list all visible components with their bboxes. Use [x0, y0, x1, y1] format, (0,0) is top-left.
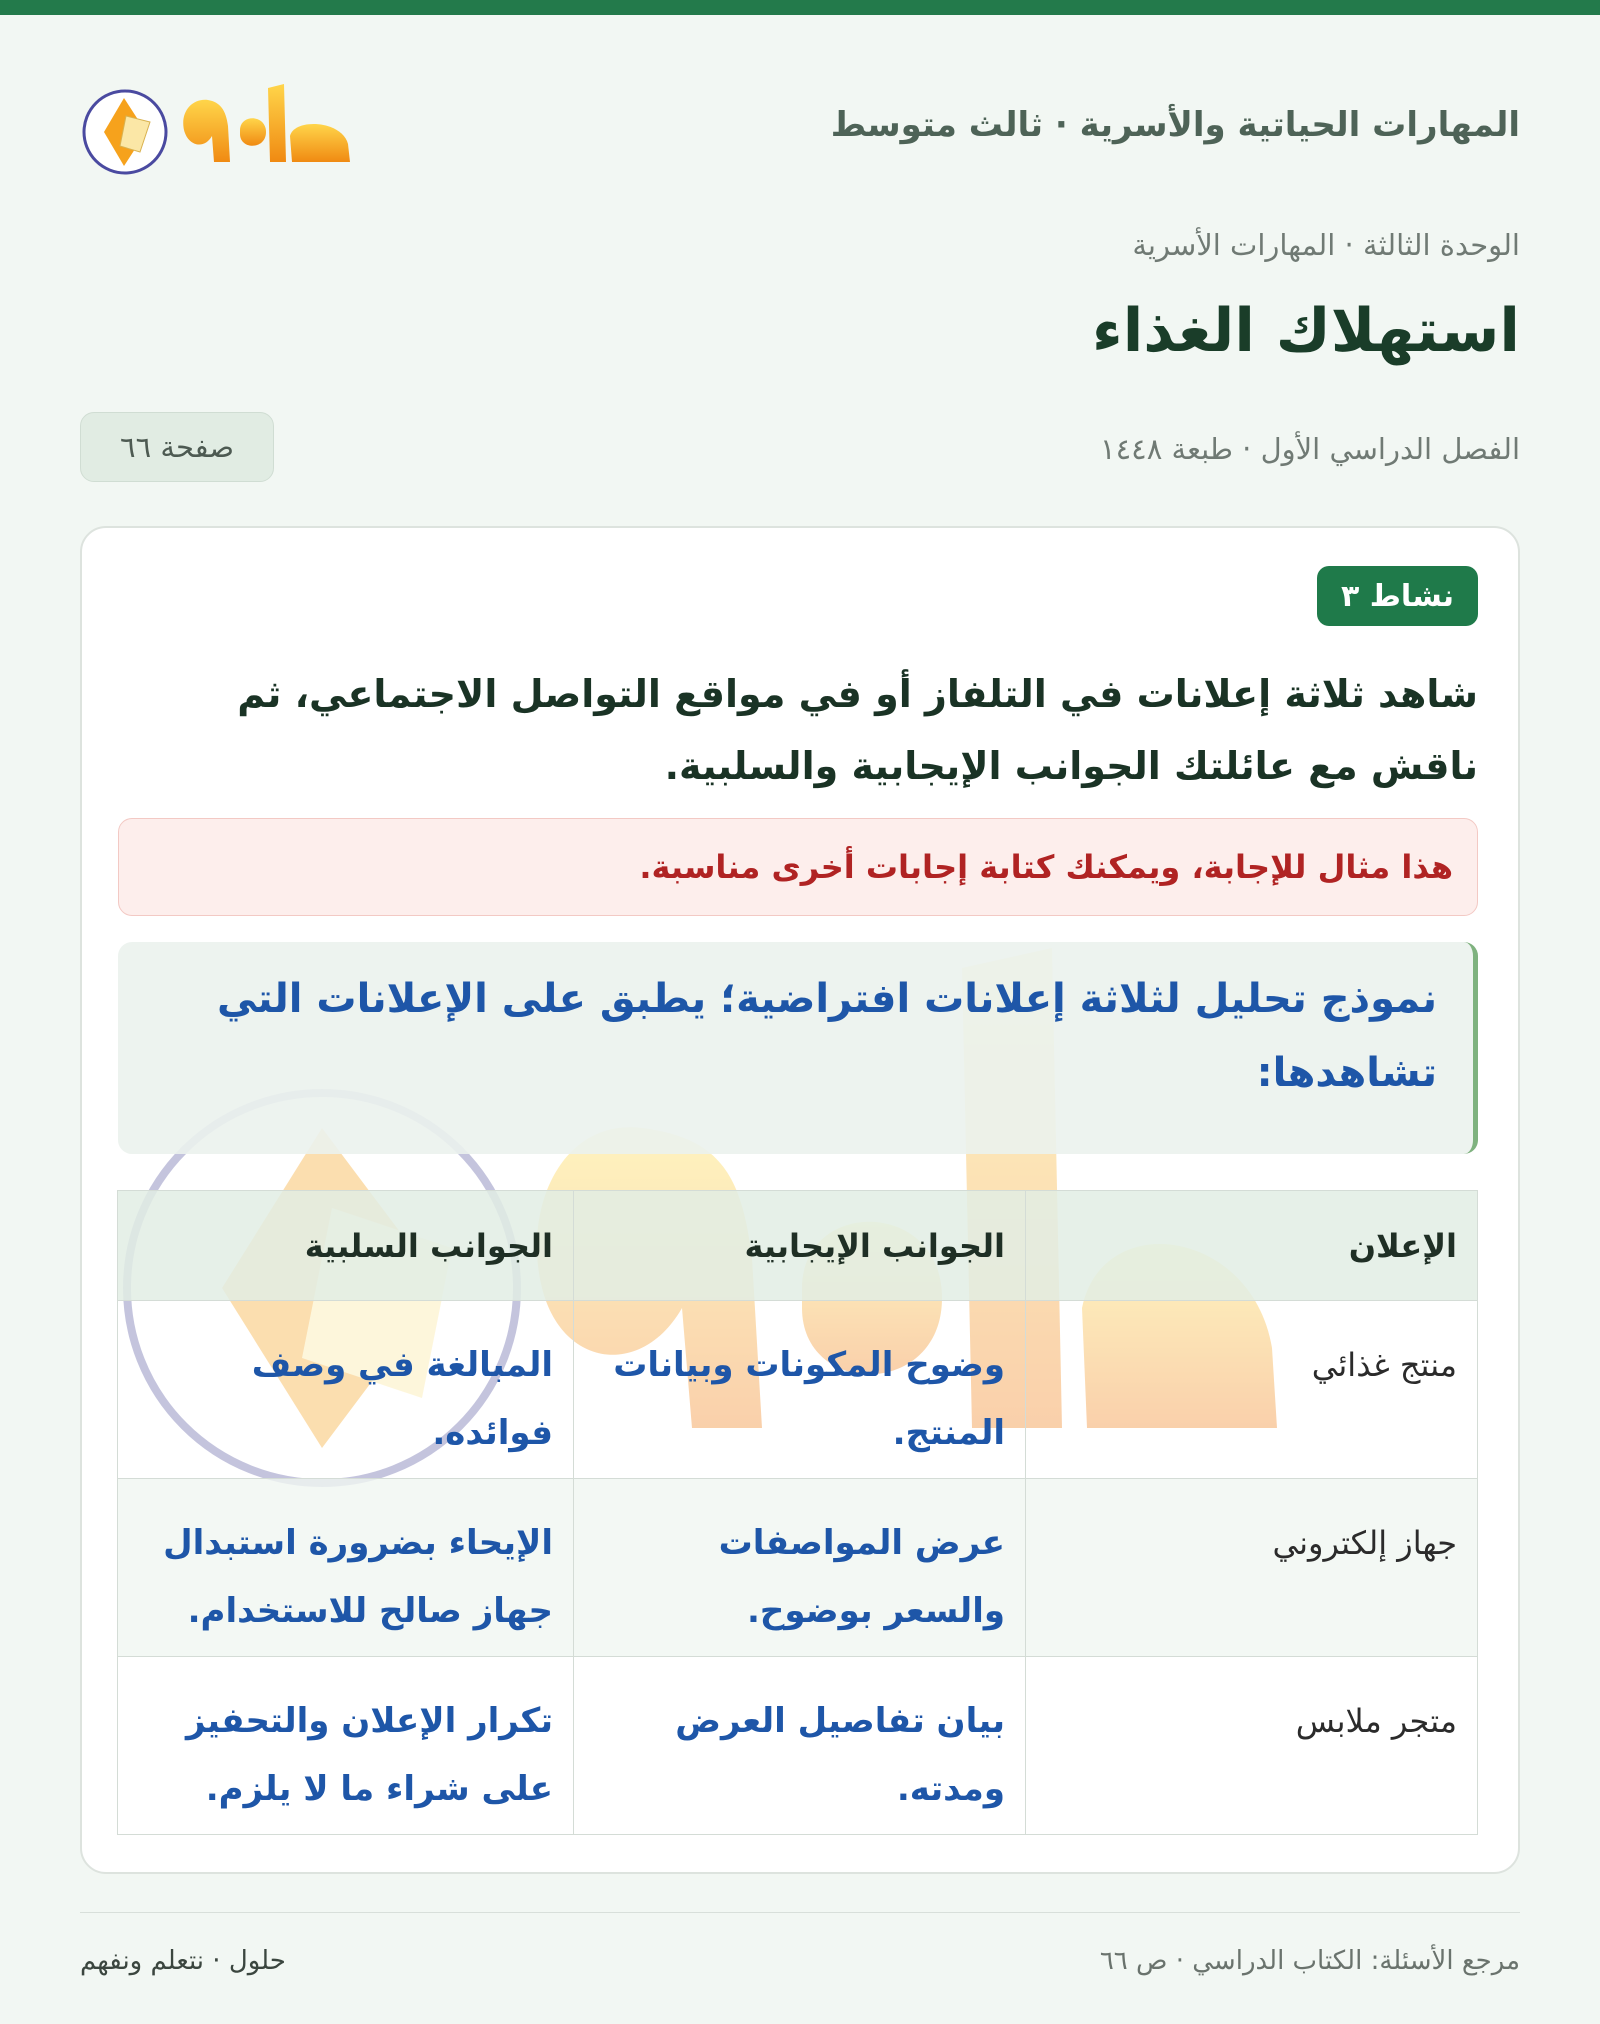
positive-cell: بيان تفاصيل العرض ومدته. — [574, 1657, 1026, 1835]
negative-cell: الإيحاء بضرورة استبدال جهاز صالح للاستخدام. — [118, 1479, 574, 1657]
footer-divider — [80, 1912, 1520, 1913]
positive-cell: عرض المواصفات والسعر بوضوح. — [574, 1479, 1026, 1657]
ad-cell: منتج غذائي — [1026, 1301, 1478, 1479]
subject-title: المهارات الحياتية والأسرية · ثالث متوسط — [830, 105, 1520, 145]
ad-cell: جهاز إلكتروني — [1026, 1479, 1478, 1657]
answers-table — [117, 1190, 1478, 1835]
table-row — [118, 1301, 1478, 1479]
top-accent-bar — [0, 0, 1600, 15]
footer-reference: مرجع الأسئلة: الكتاب الدراسي · ص ٦٦ — [1099, 1946, 1520, 1976]
column-header-positive: الجوانب الإيجابية — [574, 1191, 1026, 1301]
ad-cell: متجر ملابس — [1026, 1657, 1478, 1835]
svg-text:حلول: حلول — [80, 70, 83, 71]
table-row — [118, 1657, 1478, 1835]
negative-cell: المبالغة في وصف فوائده. — [118, 1301, 574, 1479]
footer-brand[interactable]: حلول · نتعلم ونفهم — [80, 1946, 286, 1976]
column-header-ad: الإعلان — [1026, 1191, 1478, 1301]
semester-meta: الفصل الدراسي الأول · طبعة ١٤٤٨ — [1100, 432, 1520, 466]
table-row — [118, 1479, 1478, 1657]
answer-note: هذا مثال للإجابة، ويمكنك كتابة إجابات أخرى مناسبة. — [118, 818, 1478, 916]
unit-label: الوحدة الثالثة · المهارات الأسرية — [1132, 228, 1520, 262]
negative-cell: تكرار الإعلان والتحفيز على شراء ما لا يلزم. — [118, 1657, 574, 1835]
page-title: استهلاك الغذاء — [1092, 296, 1520, 366]
page-header — [80, 70, 1520, 180]
column-header-negative: الجوانب السلبية — [118, 1191, 574, 1301]
hulul-logo-icon — [80, 70, 360, 180]
activity-question: شاهد ثلاثة إعلانات في التلفاز أو في مواقع التواصل الاجتماعي، ثم ناقش مع عائلتك الجوانب الإيجابية والسلبية. — [237, 672, 1478, 788]
model-intro: نموذج تحليل لثلاثة إعلانات افتراضية؛ يطبق على الإعلانات التي تشاهدها: — [118, 942, 1478, 1154]
page-number-badge: صفحة ٦٦ — [80, 412, 274, 482]
hulul-logo[interactable] — [80, 70, 360, 180]
table-header-row — [118, 1191, 1478, 1301]
activity-card — [80, 526, 1520, 1874]
activity-badge: نشاط ٣ — [1317, 566, 1478, 626]
positive-cell: وضوح المكونات وبيانات المنتج. — [574, 1301, 1026, 1479]
